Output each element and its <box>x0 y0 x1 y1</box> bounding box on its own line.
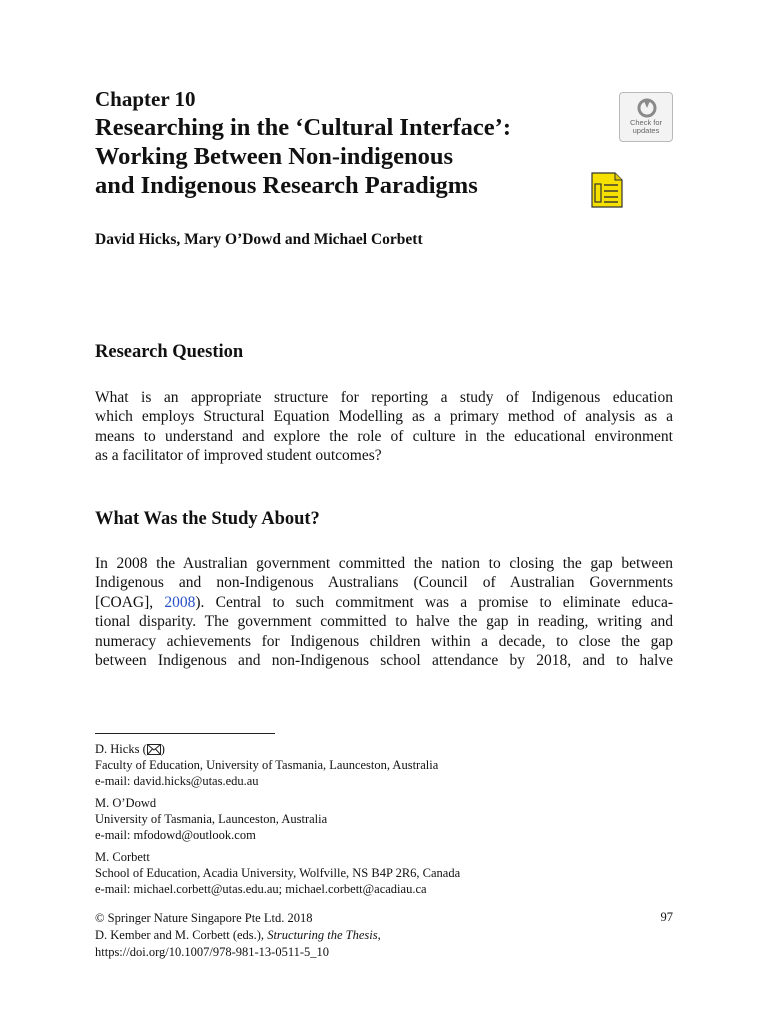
section-heading-study-about: What Was the Study About? <box>95 509 320 529</box>
text-line: as a facilitator of improved student outcomes? <box>95 447 382 465</box>
crossmark-icon <box>637 98 657 118</box>
paragraph-study-about <box>95 554 673 670</box>
page-number: 97 <box>660 910 673 924</box>
book-title: Structuring the Thesis <box>267 928 378 942</box>
footnote-divider <box>95 733 275 734</box>
book-citation-end: , <box>377 928 381 942</box>
book-citation <box>95 927 381 944</box>
text-fragment: [COAG], <box>95 593 165 611</box>
book-editors: D. Kember and M. Corbett (eds.), <box>95 928 268 942</box>
text-line <box>95 593 673 612</box>
text-line: What is an appropriate structure for reporting a study of Indigenous education <box>95 389 673 406</box>
text-line: numeracy achievements for Indigenous children within a decade, to close the gap <box>95 632 673 650</box>
footnote-name: M. O’Dowd <box>95 796 157 810</box>
text-line: tional disparity. The government committed to halve the gap in reading, writing and <box>95 613 673 631</box>
doi-link[interactable]: https://doi.org/10.1007/978-981-13-0511-5_10 <box>95 945 330 959</box>
author-name-end: ) <box>160 742 165 756</box>
footnote-name <box>95 741 438 757</box>
check-badge-text <box>620 119 672 135</box>
author-name: D. Hicks ( <box>95 742 147 756</box>
text-fragment: ). Central to such commitment was a promise to eliminate educa- <box>195 593 673 611</box>
citation-link-2008[interactable]: 2008 <box>164 593 196 611</box>
text-line: means to understand and explore the role of culture in the educational environment <box>95 427 673 445</box>
footnote-affiliation: Faculty of Education, University of Tasmania, Launceston, Australia <box>95 758 439 772</box>
copyright-block <box>95 910 381 961</box>
chapter-title-line: Researching in the ‘Cultural Interface’: <box>95 114 511 141</box>
footnote-odowd <box>95 795 327 843</box>
check-for-updates-badge[interactable] <box>619 92 673 142</box>
text-line: which employs Structural Equation Modelling as a primary method of analysis as a <box>95 408 673 426</box>
author-list: David Hicks, Mary O’Dowd and Michael Corbett <box>95 231 423 248</box>
footnote-email[interactable]: e-mail: mfodowd@outlook.com <box>95 828 256 842</box>
check-badge-line1: Check for <box>629 118 663 127</box>
footnote-hicks <box>95 741 438 789</box>
section-heading-research-question: Research Question <box>95 342 244 362</box>
envelope-icon[interactable] <box>147 744 161 755</box>
text-line: Indigenous and non-Indigenous Australians (Council of Australian Governments <box>95 574 673 592</box>
text-line: between Indigenous and non-Indigenous school attendance by 2018, and to halve <box>95 652 673 670</box>
chapter-title-line: Working Between Non-indigenous <box>95 143 454 170</box>
chapter-title-line: and Indigenous Research Paradigms <box>95 172 478 199</box>
footnote-corbett <box>95 849 460 897</box>
chapter-label: Chapter 10 <box>95 87 196 111</box>
chapter-title <box>95 113 595 200</box>
text-line: In 2008 the Australian government committed the nation to closing the gap between <box>95 555 673 572</box>
copyright-line: © Springer Nature Singapore Pte Ltd. 2018 <box>95 911 313 925</box>
paragraph-research-question <box>95 388 673 466</box>
notes-document-icon[interactable] <box>591 172 623 208</box>
footnote-affiliation: University of Tasmania, Launceston, Australia <box>95 812 328 826</box>
footnote-email[interactable]: e-mail: michael.corbett@utas.edu.au; michael.corbett@acadiau.ca <box>95 882 427 896</box>
footnote-name: M. Corbett <box>95 850 150 864</box>
check-badge-line2: updates <box>632 126 660 135</box>
footnote-affiliation: School of Education, Acadia University, Wolfville, NS B4P 2R6, Canada <box>95 866 461 880</box>
footnote-email[interactable]: e-mail: david.hicks@utas.edu.au <box>95 774 259 788</box>
